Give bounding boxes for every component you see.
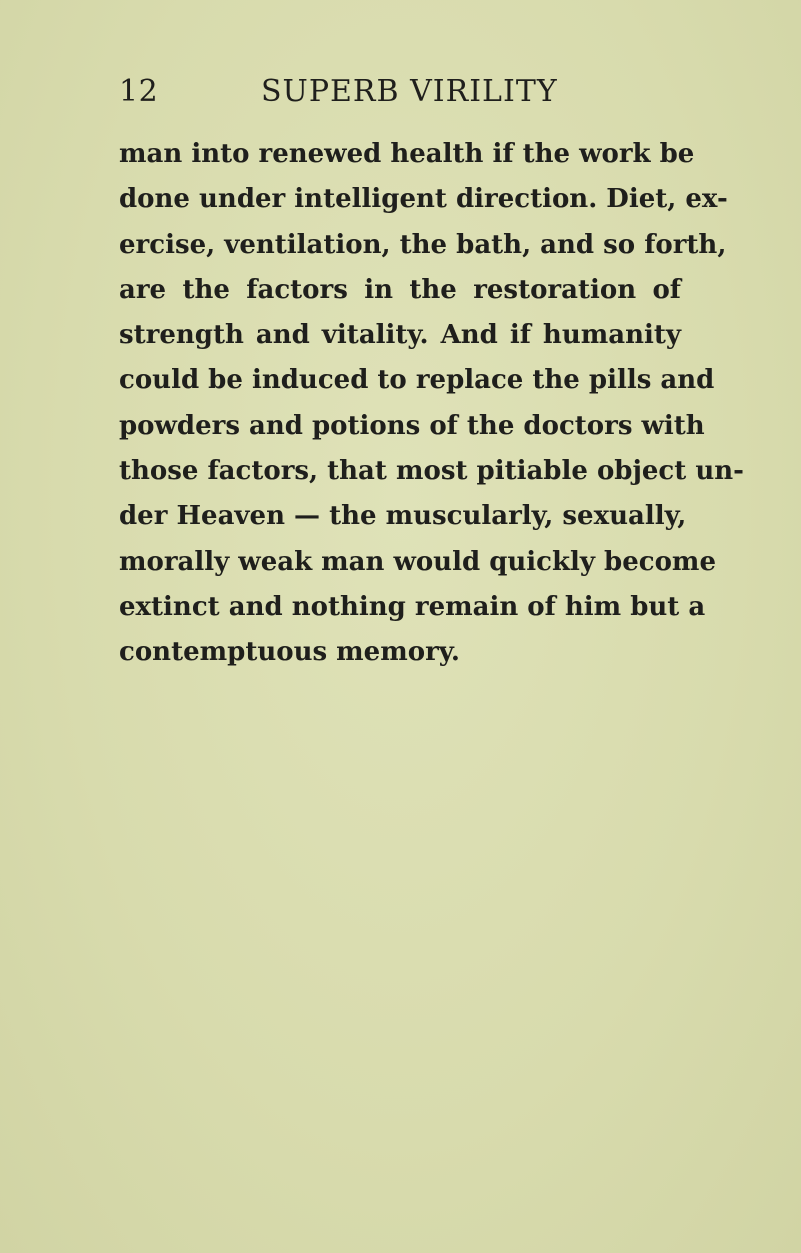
text-line: morally weak man would quickly become [119,546,716,577]
text-line: could be induced to replace the pills and [119,365,715,396]
running-head: SUPERB VIRILITY [261,74,558,109]
text-line: ercise, ventilation, the bath, and so forth, [119,229,727,260]
text-line: man into renewed health if the work be [119,139,695,169]
text-line: are the factors in the restoration of [119,274,681,305]
page-header [119,72,579,112]
text-line: those factors, that most pitiable object un- [119,456,744,487]
body-paragraph [119,132,744,676]
text-line: powders and potions of the doctors with [119,410,705,441]
text-line: extinct and nothing remain of him but a [119,591,706,622]
text-line: done under intelligent direction. Diet, ex- [119,184,728,215]
page-number: 12 [119,74,159,109]
text-line: strength and vitality. And if humanity [119,320,681,351]
text-line-last: contemptuous memory. [119,637,460,668]
text-line: der Heaven — the muscularly, sexually, [119,501,687,532]
